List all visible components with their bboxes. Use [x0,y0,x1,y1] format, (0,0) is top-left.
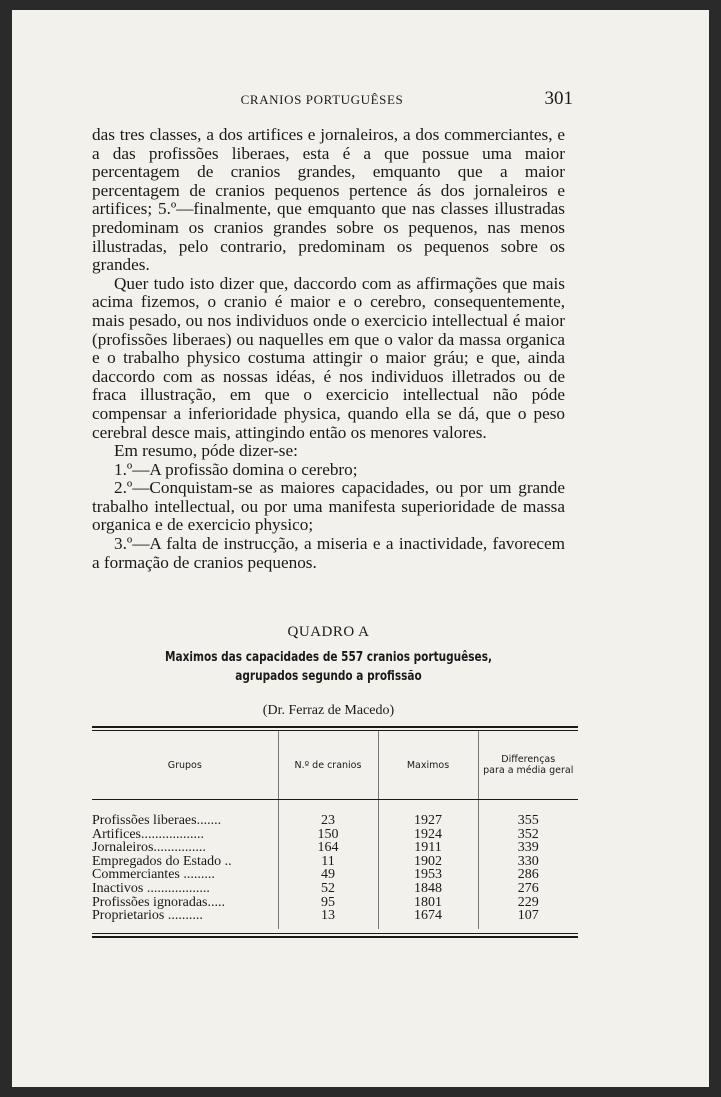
table-row [92,828,578,842]
cell-diff: 355 [478,814,578,828]
paragraph: Em resumo, póde dizer-se: [114,441,298,461]
col-header-grupos: Grupos [167,759,202,771]
cell-diff: 339 [478,841,578,855]
paragraph: das tres classes, a dos artifices e jornaleiros, a dos commerciantes, e a das profissões liberaes, esta é a que possue uma maior percentagem de cranios grandes, emquanto que a maior percentagem de cranios pequenos pertence ás dos jornaleiros e artifices; 5.º—finalmente, que emquanto que nas classes illustradas predominam os cranios grandes sobre os pequenos, nas menos illustradas, pelo contrario, predominam os pequenos sobre os grandes. [92,125,565,275]
data-table [92,726,578,938]
table-row [92,896,578,910]
cell-max: 1924 [378,828,478,842]
book-page [12,10,709,1087]
col-header-differencas [478,731,578,799]
table-row [92,814,578,828]
cell-grupo: Profissões liberaes....... [92,813,222,828]
cell-n: 164 [278,841,378,855]
cell-diff: 229 [478,896,578,910]
col-header-line: para a média geral [483,765,574,776]
cell-grupo: Artifices.................. [92,826,204,842]
cell-grupo: Proprietarios .......... [92,908,203,924]
caption-line: Maximos das capacidades de 557 cranios portuguêses, [165,649,492,665]
page-number: 301 [544,88,573,109]
cell-n: 49 [278,868,378,882]
table-row [92,841,578,855]
table-row [92,855,578,869]
table-bottom-rule [92,933,578,938]
table-row [92,882,578,896]
cell-n: 52 [278,882,378,896]
cell-diff: 330 [478,855,578,869]
col-header-maximos: Maximos [378,731,478,799]
cell-diff: 276 [478,882,578,896]
cell-n: 13 [278,909,378,923]
table-row [92,868,578,882]
cell-grupo: Profissões ignoradas..... [92,894,225,910]
cell-max: 1674 [378,909,478,923]
cell-grupo: Empregados do Estado .. [92,853,232,869]
cell-diff: 286 [478,868,578,882]
table-label: QUADRO A [287,624,370,640]
caption-line: agrupados segundo a profissão [235,668,422,684]
cell-max: 1902 [378,855,478,869]
cell-grupo: Inactivos .................. [92,880,210,896]
cell-grupo: Commerciantes ......... [92,867,215,883]
col-header-line: Differenças [501,754,556,765]
running-head [12,88,709,110]
cell-n: 150 [278,828,378,842]
body-text [92,126,565,572]
list-item: 2.º—Conquistam-se as maiores capacidades, ou por um grande trabalho intellectual, ou por uma manifesta superioridade de massa organica e de exercicio physico; [92,478,565,535]
table-row [92,909,578,923]
cell-max: 1911 [378,841,478,855]
cell-max: 1953 [378,868,478,882]
cell-n: 95 [278,896,378,910]
running-title: CRANIOS PORTUGUÊSES [240,92,404,107]
cell-max: 1927 [378,814,478,828]
cell-n: 23 [278,814,378,828]
list-item: 3.º—A falta de instrucção, a miseria e a inactividade, favorecem a formação de cranios pequenos. [92,534,565,572]
cell-max: 1848 [378,882,478,896]
cell-max: 1801 [378,896,478,910]
paragraph: Quer tudo isto dizer que, daccordo com as affirmações que mais acima fizemos, o cranio é maior e o cerebro, consequentemente, mais pesado, ou nos individuos onde o exercicio intellectual é maior (profissões liberaes) ou naquelles em que o valor da massa organica e o trabalho physico costuma attingir o maior gráu; e que, ainda daccordo com as nossas idéas, é nos individuos illetrados ou de fraca illustração, em que o exercicio intellectual não póde compensar a inferioridade physica, quando ella se dá, que o peso cerebral desce mais, attingindo então os menores valores. [92,273,565,442]
cell-diff: 352 [478,828,578,842]
cell-diff: 107 [478,909,578,923]
table-caption [144,648,513,686]
cell-grupo: Jornaleiros............... [92,840,206,856]
col-header-n-cranios: N.º de cranios [278,731,378,799]
list-item: 1.º—A profissão domina o cerebro; [114,459,358,479]
table-author: (Dr. Ferraz de Macedo) [262,703,395,718]
cell-n: 11 [278,855,378,869]
